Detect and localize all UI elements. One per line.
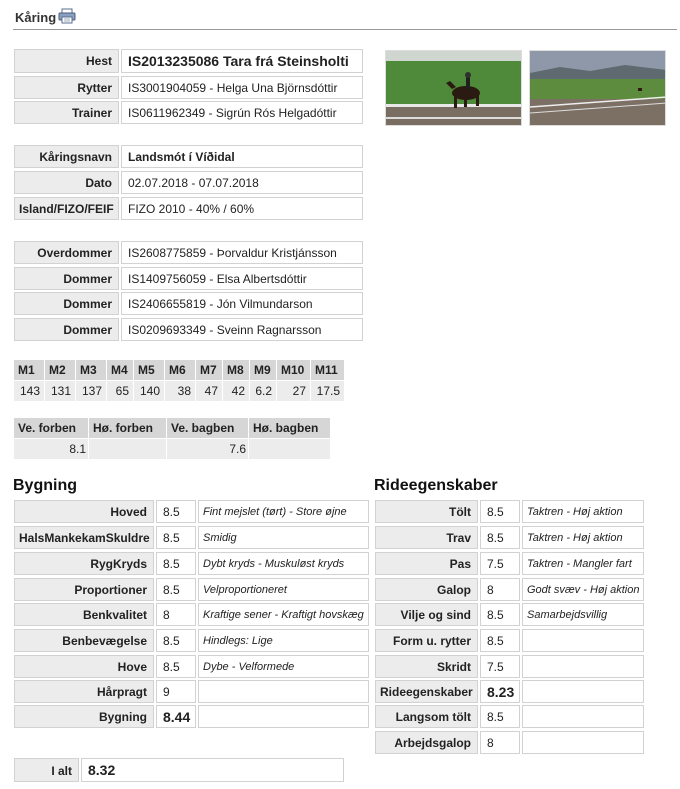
ride-score: 8.5 [480, 526, 520, 549]
rider-row [14, 76, 363, 99]
date-row [14, 171, 363, 194]
total-label: I alt [14, 758, 79, 782]
measurement-value: 42 [223, 381, 249, 401]
hoof-value: 8.1 [14, 439, 88, 459]
judge-row [14, 318, 363, 341]
total-row [14, 758, 344, 782]
trainer-row [14, 101, 363, 124]
bygning-row [14, 680, 369, 703]
bygning-score: 8 [156, 603, 196, 626]
bygning-title: Bygning [13, 477, 77, 494]
bygning-comment: Velproportioneret [198, 578, 369, 601]
measurement-value: 47 [196, 381, 222, 401]
measurement-value: 143 [14, 381, 44, 401]
measurement-header: M5 [134, 360, 164, 380]
date-label: Dato [14, 171, 119, 194]
hooves-table [14, 418, 329, 459]
bygning-row [14, 526, 369, 549]
horse-photo-2[interactable] [529, 50, 666, 126]
ride-label: Pas [375, 552, 478, 575]
measurement-value: 17.5 [311, 381, 344, 401]
judge-row [14, 241, 363, 264]
hoof-value [249, 439, 330, 459]
ride-total-label: Rideegenskaber [375, 680, 478, 703]
rider-label: Rytter [14, 76, 119, 99]
judge-value: IS0209693349 - Sveinn Ragnarsson [121, 318, 363, 341]
ride-label: Vilje og sind [375, 603, 478, 626]
bygning-comment: Dybe - Velformede [198, 655, 369, 678]
ride-score: 7.5 [480, 655, 520, 678]
hoof-value [89, 439, 166, 459]
printer-icon[interactable] [58, 8, 76, 24]
bygning-comment [198, 705, 369, 728]
ride-comment [522, 705, 644, 728]
bygning-comment: Fint mejslet (tørt) - Store øjne [198, 500, 369, 523]
ride-score: 8.5 [480, 603, 520, 626]
ride-comment: Godt svæv - Høj aktion [522, 578, 644, 601]
ride-row [375, 500, 644, 523]
standard-value: FIZO 2010 - 40% / 60% [121, 197, 363, 220]
page-title: Kåring [15, 10, 57, 25]
bygning-comment [198, 680, 369, 703]
judge-value: IS1409756059 - Elsa Albertsdóttir [121, 267, 363, 290]
bygning-label: HalsMankekamSkuldre [14, 526, 154, 549]
measurement-value: 140 [134, 381, 164, 401]
measurement-header: M6 [165, 360, 195, 380]
ride-score: 8.5 [480, 705, 520, 728]
event-name-label: Kåringsnavn [14, 145, 119, 168]
bygning-score: 8.5 [156, 578, 196, 601]
measurement-header: M4 [107, 360, 133, 380]
trainer-value: IS0611962349 - Sigrún Rós Helgadóttir [121, 101, 363, 124]
bygning-row [14, 629, 369, 652]
total-value: 8.32 [81, 758, 344, 782]
measurement-header: M10 [277, 360, 310, 380]
judge-label: Overdommer [14, 241, 119, 264]
bygning-label: Benkvalitet [14, 603, 154, 626]
ride-row [375, 552, 644, 575]
measurement-header: M8 [223, 360, 249, 380]
judge-row [14, 267, 363, 290]
hoof-value: 7.6 [167, 439, 248, 459]
ride-label: Galop [375, 578, 478, 601]
bygning-total-score: 8.44 [156, 705, 196, 728]
bygning-total-label: Bygning [14, 705, 154, 728]
trainer-label: Trainer [14, 101, 119, 124]
judge-value: IS2406655819 - Jón Vilmundarson [121, 292, 363, 315]
judge-label: Dommer [14, 292, 119, 315]
ride-row [375, 603, 644, 626]
horse-row [14, 49, 363, 73]
measurement-value: 38 [165, 381, 195, 401]
judge-label: Dommer [14, 267, 119, 290]
ride-score: 7.5 [480, 552, 520, 575]
bygning-comment: Hindlegs: Lige [198, 629, 369, 652]
measurement-header: M3 [76, 360, 106, 380]
ride-total-score: 8.23 [480, 680, 520, 703]
ride-row [375, 629, 644, 652]
standard-row [14, 197, 363, 220]
rider-value: IS3001904059 - Helga Una Björnsdóttir [121, 76, 363, 99]
bygning-row [14, 552, 369, 575]
ride-comment [522, 731, 644, 754]
horse-name: IS2013235086 Tara frá Steinsholti [121, 49, 363, 73]
bygning-comment: Smidig [198, 526, 369, 549]
ride-label: Tölt [375, 500, 478, 523]
bygning-score: 9 [156, 680, 196, 703]
ride-score: 8 [480, 578, 520, 601]
bygning-label: RygKryds [14, 552, 154, 575]
event-name-value: Landsmót í Víðidal [121, 145, 363, 168]
measurement-header: M11 [311, 360, 344, 380]
ride-row [375, 731, 644, 754]
bygning-row [14, 603, 369, 626]
ride-score: 8.5 [480, 629, 520, 652]
ride-comment [522, 629, 644, 652]
page-header [13, 6, 677, 30]
measurements-table [14, 360, 344, 401]
ride-label: Langsom tölt [375, 705, 478, 728]
bygning-total-row [14, 705, 369, 728]
ride-score: 8.5 [480, 500, 520, 523]
bygning-score: 8.5 [156, 552, 196, 575]
judge-label: Dommer [14, 318, 119, 341]
bygning-label: Hoved [14, 500, 154, 523]
ride-row [375, 655, 644, 678]
measurement-value: 137 [76, 381, 106, 401]
ride-label: Skridt [375, 655, 478, 678]
bygning-score: 8.5 [156, 655, 196, 678]
measurement-header: M2 [45, 360, 75, 380]
ride-row [375, 578, 644, 601]
hoof-header: Ve. forben [14, 418, 88, 438]
measurement-value: 27 [277, 381, 310, 401]
bygning-score: 8.5 [156, 500, 196, 523]
bygning-row [14, 500, 369, 523]
bygning-label: Benbevægelse [14, 629, 154, 652]
hoof-header: Hø. forben [89, 418, 166, 438]
ride-row [375, 705, 644, 728]
ride-comment: Taktren - Høj aktion [522, 500, 644, 523]
ride-comment: Taktren - Høj aktion [522, 526, 644, 549]
measurement-value: 131 [45, 381, 75, 401]
ride-score: 8 [480, 731, 520, 754]
ride-label: Form u. rytter [375, 629, 478, 652]
event-name-row [14, 145, 363, 168]
bygning-score: 8.5 [156, 629, 196, 652]
hoof-header: Hø. bagben [249, 418, 330, 438]
measurement-header: M1 [14, 360, 44, 380]
standard-label: Island/FIZO/FEIF [14, 197, 119, 220]
ride-comment [522, 680, 644, 703]
ride-label: Trav [375, 526, 478, 549]
bygning-label: Proportioner [14, 578, 154, 601]
bygning-comment: Dybt kryds - Muskuløst kryds [198, 552, 369, 575]
date-value: 02.07.2018 - 07.07.2018 [121, 171, 363, 194]
hoof-header: Ve. bagben [167, 418, 248, 438]
ride-label: Arbejdsgalop [375, 731, 478, 754]
horse-photo-1[interactable] [385, 50, 522, 126]
ride-row [375, 526, 644, 549]
bygning-label: Hårpragt [14, 680, 154, 703]
bygning-comment: Kraftige sener - Kraftigt hovskæg [198, 603, 369, 626]
ride-comment: Taktren - Mangler fart [522, 552, 644, 575]
bygning-row [14, 655, 369, 678]
measurement-value: 6.2 [250, 381, 276, 401]
bygning-row [14, 578, 369, 601]
bygning-label: Hove [14, 655, 154, 678]
judge-row [14, 292, 363, 315]
horse-label: Hest [14, 49, 119, 73]
measurement-value: 65 [107, 381, 133, 401]
bygning-score: 8.5 [156, 526, 196, 549]
ride-comment: Samarbejdsvillig [522, 603, 644, 626]
ride-comment [522, 655, 644, 678]
measurement-header: M7 [196, 360, 222, 380]
measurement-header: M9 [250, 360, 276, 380]
judge-value: IS2608775859 - Þorvaldur Kristjánsson [121, 241, 363, 264]
ride-title: Rideegenskaber [374, 477, 498, 494]
ride-total-row [375, 680, 644, 703]
